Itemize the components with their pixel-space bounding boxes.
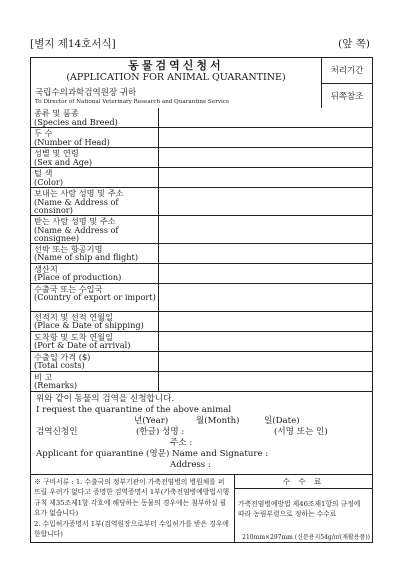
declaration-english: I request the quarantine of the above animal [36,404,232,415]
field-label-ko: 털 색 [34,168,53,178]
field-value-consignee[interactable] [159,216,372,243]
fee-text: 가축전염병예방법 제46조제1항의 규정에 따라 농림부령으로 정하는 수수료 [238,499,361,519]
field-value-number-of-head[interactable] [159,128,372,147]
field-row-color [31,167,372,187]
field-label-en: (Place & Date of shipping) [34,320,144,331]
field-row-costs [31,351,372,371]
field-row-arrival [31,331,372,351]
addressee-korean: 국립수의과학검역원장 귀하 [35,88,137,98]
field-value-consignor[interactable] [159,188,372,215]
field-label-ko: 도착항 및 도착 연월일 [34,331,113,342]
address-korean-label: 주소 : [170,437,193,448]
field-label-en: (Remarks) [34,380,78,391]
field-label-ko: 수출입 가격 ($) [34,351,91,362]
field-label [31,332,159,351]
field-label-en: (Country of export or import) [34,292,156,303]
field-label-ko: 생산지 [34,263,58,274]
field-label [31,284,159,311]
field-label-ko: 보내는 사람 성명 및 주소 [34,188,124,198]
field-label [31,244,159,263]
field-label-ko: 선박 또는 항공기명 [34,243,103,254]
field-label-en: (Species and Breed) [34,116,118,127]
field-row-number-of-head [31,127,372,147]
field-label-en: (Total costs) [34,360,85,371]
see-back-label: 뒤쪽참조 [322,83,372,109]
field-row-sex-age [31,147,372,167]
application-form [30,57,373,543]
declaration-korean: 위와 같이 동물의 검역을 신청합니다. [36,393,175,404]
field-label [31,148,159,167]
applicant-english-label: Applicant for quarantine (영문) Name and Signature : [36,448,269,459]
processing-column [322,58,372,108]
field-label-ko: 종류 및 품종 [34,108,79,118]
field-label [31,188,159,215]
field-value-sex-age[interactable] [159,148,372,167]
field-list [31,108,372,391]
field-label-en: (Name & Address of consinor) [34,196,119,216]
field-row-consignor [31,187,372,215]
field-label [31,312,159,331]
field-row-species [31,108,372,127]
field-label [31,168,159,187]
page-side-label: (앞 쪽) [338,38,370,50]
required-documents-heading: ※ 구비서류 : 1. [34,477,83,486]
field-value-remarks[interactable] [159,372,372,391]
applicant-korean-label: 검역신청인 [36,426,78,437]
field-label-en: (Place of production) [34,272,122,283]
field-value-shipping[interactable] [159,312,372,331]
form-title-korean: 동물검역신청서 [128,59,224,72]
declaration-block [31,392,328,474]
field-label-en: (Port & Date of arrival) [34,340,131,351]
field-label-en: (Color) [34,176,64,187]
field-row-remarks [31,371,372,391]
year-label: 년(Year) [134,415,169,426]
title-block [31,58,322,108]
field-label-en: (Name of ship and flight) [34,252,139,263]
field-value-production[interactable] [159,264,372,283]
address-english-line [36,460,268,471]
sign-or-seal-label: (서명 또는 인) [274,426,328,437]
field-label [31,108,159,127]
field-label-en: (Number of Head) [34,136,110,147]
processing-period-label: 처리기간 [330,66,364,77]
field-value-ship-flight[interactable] [159,244,372,263]
fee-heading: 수 수 료 [235,475,372,489]
addressee-english: To Director of National Veterinary Research and Quarantine Service [35,99,230,105]
hangul-name-label: (한글) 성명 : [136,426,185,437]
field-row-production [31,263,372,283]
month-label: 월(Month) [196,415,240,426]
declaration-row [31,391,372,474]
required-documents [31,475,235,542]
required-document-1: 수출국의 정부기관이 가축전염병의 병원체를 퍼뜨릴 우려가 없다고 증명한 검역증명서 1부(가축전염병예방법시행규칙 제35조제1항 각호에 해당하는 동물의 경우에는 첨부하실 필요가 없습니다) [34,477,230,518]
form-title-english: (APPLICATION FOR ANIMAL QUARANTINE) [66,72,286,83]
field-value-color[interactable] [159,168,372,187]
field-label [31,352,159,371]
field-label-ko: 성별 및 연령 [34,148,79,158]
field-row-country [31,283,372,311]
title-row [31,58,372,108]
field-label-ko: 수출국 또는 수입국 [34,283,103,294]
field-label [31,128,159,147]
field-label [31,372,159,391]
form-number: [별지 제14호서식] [30,38,116,50]
field-value-species[interactable] [159,108,372,127]
field-row-consignee [31,215,372,243]
field-value-country[interactable] [159,284,372,311]
date-line [36,415,300,427]
field-value-costs[interactable] [159,352,372,371]
applicant-line [36,426,328,438]
field-row-shipping [31,311,372,331]
field-label-ko: 받는 사람 성명 및 주소 [34,216,116,226]
field-label-ko: 비 고 [34,371,53,382]
day-label: 일(Date) [264,415,300,426]
field-value-arrival[interactable] [159,332,372,351]
paper-size-note: 210mm×297mm (신문용지54g/㎡(재활용품)) [242,534,370,541]
field-label-ko: 선적지 및 선적 연월일 [34,311,113,322]
field-label-ko: 두 수 [34,128,53,138]
field-label [31,216,159,243]
required-document-2: 2. 수입허가증명서 1부(검역원장으로부터 수입허가를 받은 경우에 한합니다) [34,519,229,539]
address-korean-line [36,438,268,449]
field-label-en: (Name & Address of consignee) [34,224,119,244]
field-label [31,264,159,283]
field-label-en: (Sex and Age) [34,156,93,167]
address-english-label: Address : [170,459,211,470]
field-row-ship-flight [31,243,372,263]
